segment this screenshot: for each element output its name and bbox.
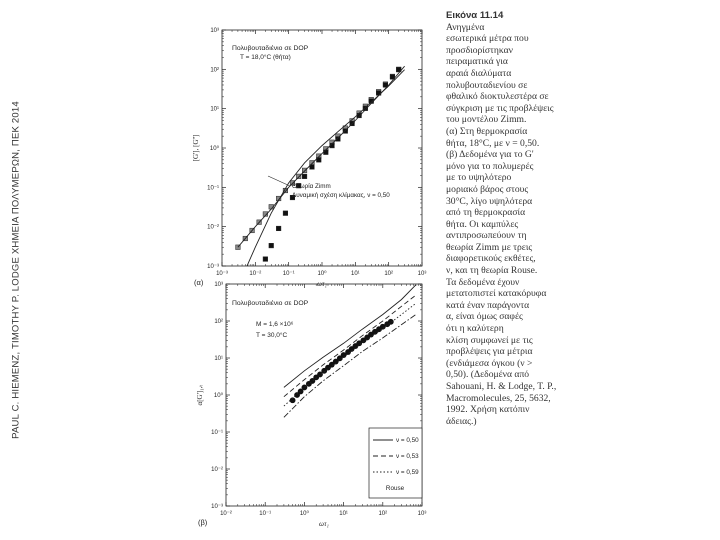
caption-line: μετατοπιστεί κατακόρυφα [446, 288, 547, 300]
caption-line: Macromolecules, 25, 5632, [446, 392, 551, 404]
caption-line: θήτα, 18°C, με ν = 0,50. [446, 137, 540, 149]
panel-2-legend-label: ν = 0,59 [396, 469, 419, 476]
panel-2-subtitle-line-2: T = 30,0°C [256, 332, 288, 339]
panel-1-annotation-line-1: Θεωρία Zimm [292, 183, 331, 190]
caption-line: ν, και τη θεωρία Rouse. [446, 265, 538, 277]
panel-1-x-tick-label: 10³ [417, 271, 427, 277]
caption-line: πολυβουταδιενίου σε [446, 79, 528, 91]
panel-1-x-tick-label: 10² [384, 271, 394, 277]
panel-1-y-tick-label: 10¹ [210, 106, 219, 113]
panel-1-x-tick-label: 10¹ [350, 271, 360, 277]
panel-1-panel-label: (α) [194, 278, 204, 287]
panel-1-x-tick-label: 10⁻² [249, 271, 262, 277]
caption-line: διαφορετικούς εκθέτες, [446, 253, 536, 265]
book-credit-text: PAUL C. HIEMENZ, TIMOTHY P. LODGE ΧΗΜΕΙΑ ΠΟΛΥΜΕΡΩΝ, ΠΕΚ 2014 [10, 101, 22, 439]
caption-line: αντιπροσωπεύουν τη [446, 230, 527, 242]
caption-line: μόνο για το πολυμερές [446, 160, 534, 172]
caption-line: (ενδιάμεσα όγκου (ν > [446, 357, 533, 369]
caption-heading: Εικόνα 11.14 [446, 10, 504, 21]
caption-line: εσωτερικά μέτρα που [446, 33, 529, 45]
panel-1-y-tick-label: 10⁰ [209, 146, 219, 152]
panel-2-subtitle-line-1: M = 1,6 ×10⁶ [256, 321, 294, 328]
panel-2-y-tick-label: 10⁰ [213, 393, 223, 399]
panel-1-series-2-point [283, 211, 288, 216]
panel-2-x-tick-label: 10⁻¹ [259, 511, 272, 517]
caption-line: κατά έναν παράγοντα [446, 299, 530, 311]
panel-2-legend-label: ν = 0,50 [396, 437, 419, 444]
caption-line: αραιά διαλύματα [446, 67, 512, 79]
caption-line: σύγκριση με τις προβλέψεις [446, 102, 554, 114]
caption-line: Sahouani, H. & Lodge, T. P., [446, 381, 557, 392]
caption-line: Ανηγμένα [446, 21, 485, 33]
panel-2-x-tick-label: 10² [378, 511, 388, 517]
panel-1-x-axis-label: ωτ₁ [317, 280, 327, 288]
panel-1-y-tick-label: 10² [210, 67, 219, 74]
panel-1-series-2-point [263, 257, 268, 262]
panel-2-y-tick-label: 10³ [214, 282, 223, 288]
caption-line: θεωρία Zimm με τρεις [446, 241, 533, 253]
caption-line: 1992. Χρήση κατόπιν [446, 404, 530, 416]
panel-1-x-tick-label: 10⁰ [317, 271, 327, 277]
panel-2-series-4-line [284, 303, 416, 406]
panel-2-y-tick-label: 10¹ [214, 356, 223, 362]
caption-line: (β) Δεδομένα για το G' [446, 149, 534, 161]
panel-2-series-3-line [284, 295, 416, 397]
panel-2-y-tick-label: 10² [214, 319, 223, 325]
panel-2-x-tick-label: 10¹ [339, 511, 348, 517]
caption-body [446, 22, 586, 428]
caption-line: προσδιορίστηκαν [446, 44, 514, 56]
panel-1-y-tick-label: 10⁻³ [207, 264, 219, 270]
caption-line: Τα δεδομένα έχουν [446, 276, 520, 288]
caption-line: με το υψηλότερο [446, 172, 512, 184]
panel-1-series-2-point [376, 91, 381, 96]
panel-1-series-2-point [336, 137, 341, 142]
panel-1-y-tick-label: 10⁻¹ [207, 185, 219, 192]
panel-2-legend-label: Rouse [385, 485, 405, 492]
panel-1-y-tick-label: 10³ [210, 28, 219, 34]
panel-2-x-tick-label: 10³ [417, 511, 427, 517]
panel-1-series-1-point [302, 168, 307, 173]
caption-line: θήτα. Οι καμπύλες [446, 218, 519, 230]
caption-line: 0,50). (Δεδομένα από [446, 369, 530, 381]
caption-line: του μοντέλου Zimm. [446, 114, 527, 126]
caption-line: από τη θερμοκρασία [446, 207, 526, 219]
caption-line: α, είναι όμως σαφές [446, 311, 523, 323]
caption-line: (α) Στη θερμοκρασία [446, 125, 528, 137]
caption-line: πειραματικά για [446, 56, 508, 68]
panel-2-y-tick-label: 10⁻³ [211, 504, 223, 510]
panel-2-y-tick-label: 10⁻¹ [211, 430, 223, 436]
panel-1-annotation-line-2: Δυναμική σχέση κλίμακας, ν = 0,50 [292, 192, 390, 199]
panel-1-series-2-point [276, 226, 281, 231]
panel-1-series-2-point [323, 150, 328, 155]
panel-2-y-tick-label: 10⁻² [211, 467, 223, 473]
panel-2-x-tick-label: 10⁰ [299, 511, 309, 517]
panel-1-x-tick-label: 10⁻³ [216, 271, 228, 277]
panel-1-title: Πολυβουταδιένιο σε DOP [232, 45, 309, 52]
panel-2-x-tick-label: 10⁻² [220, 511, 232, 517]
panel-1-annotation-pointer [268, 176, 290, 186]
figure-caption [446, 10, 586, 427]
panel-2-panel-label: (β) [198, 518, 208, 527]
panel-1-series-2-point [302, 174, 307, 179]
panel-2-x-axis-label: ωτ₁ [319, 520, 329, 528]
caption-line: 30°C, λίγο υψηλότερα [446, 195, 533, 207]
panel-2-legend-label: ν = 0,53 [396, 453, 419, 460]
panel-1-subtitle: T = 18,0°C (θήτα) [240, 54, 291, 61]
panel-2-series-5-line [284, 315, 416, 418]
caption-line: φθαλικό διοκτυλεστέρα σε [446, 91, 549, 103]
caption-line: μοριακό βάρος στους [446, 183, 529, 195]
caption-line: κλίση συμφωνεί με τις [446, 334, 533, 346]
panel-1-y-axis-label: [G'], [G''] [192, 134, 200, 162]
caption-line: ότι η καλύτερη [446, 323, 504, 335]
caption-line: προβλέψεις για μέτρια [446, 346, 533, 358]
panel-1-x-tick-label: 10⁻¹ [282, 271, 295, 277]
caption-line: άδειας.) [446, 415, 477, 427]
panel-2-y-axis-label: α[G']₁,ₜ [196, 384, 204, 406]
panel-1-y-tick-label: 10⁻² [207, 224, 219, 231]
panel-1-series-2-point [269, 243, 274, 248]
panel-2-title: Πολυβουταδιένιο σε DOP [232, 300, 309, 307]
